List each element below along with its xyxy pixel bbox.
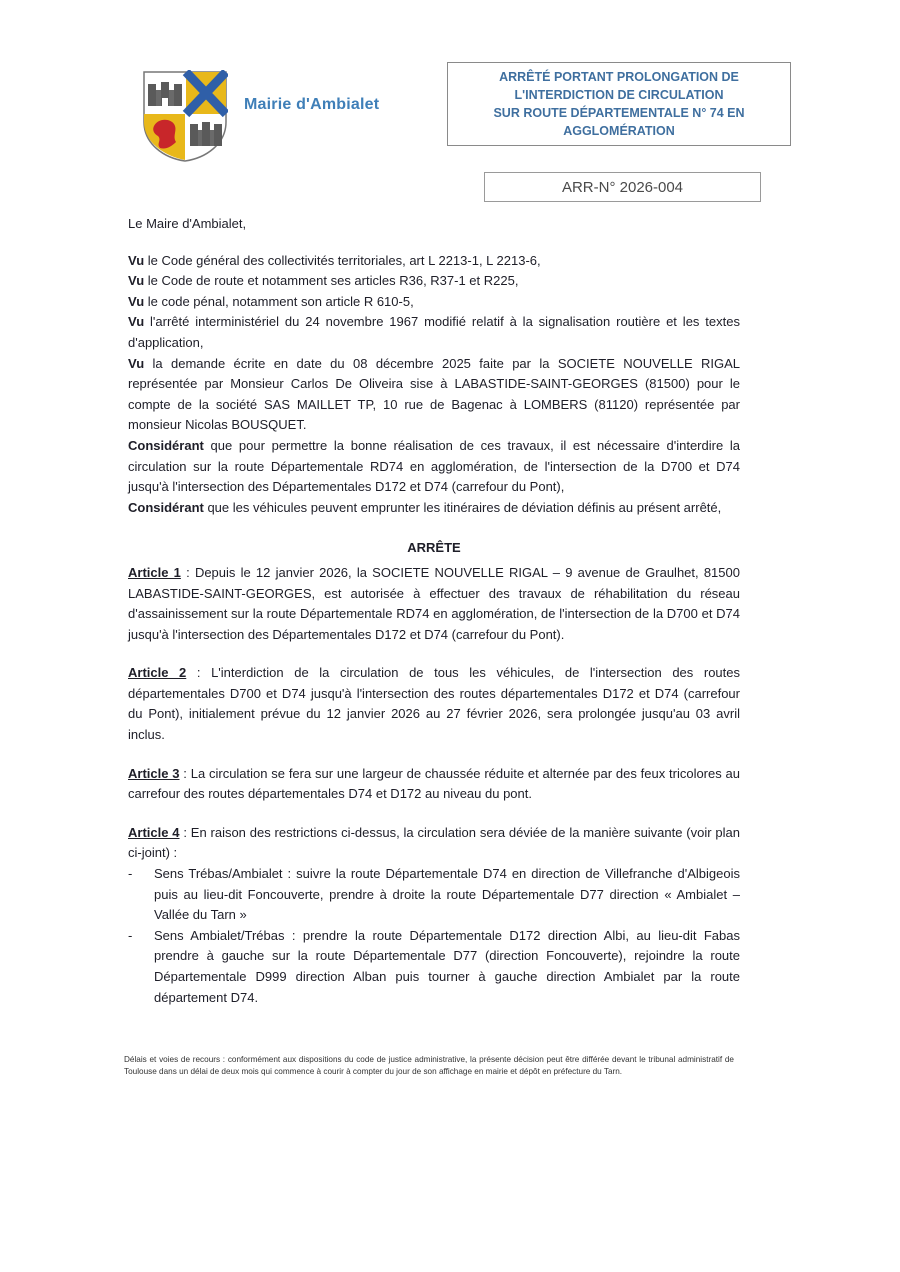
reference-number: ARR-N° 2026-004 (484, 172, 761, 202)
vu-keyword: Vu (128, 355, 145, 371)
article-sep: : (180, 564, 195, 580)
arrete-heading: ARRÊTE (407, 540, 461, 556)
title-line: L'INTERDICTION DE CIRCULATION (514, 88, 724, 102)
deviation-item (128, 926, 740, 1008)
vu-clause (128, 354, 740, 436)
vu-keyword: Vu (128, 273, 145, 289)
vu-clause (128, 251, 740, 272)
vu-clause (128, 292, 740, 313)
castle-icon (148, 82, 182, 106)
vu-keyword: Vu (128, 252, 145, 268)
mairie-name: Mairie d'Ambialet (244, 96, 380, 113)
vu-text: le Code de route et notamment ses articles R36, R37-1 et R225, (144, 273, 519, 289)
article-1 (128, 563, 740, 645)
title-line: ARRÊTÉ PORTANT PROLONGATION DE (499, 70, 739, 84)
list-dash: - (128, 927, 133, 943)
vu-text: le Code général des collectivités territoriales, art L 2213-1, L 2213-6, (144, 252, 541, 268)
vu-text: l'arrêté interministériel du 24 novembre 1967 modifié relatif à la signalisation routière et les textes d'application, (128, 314, 740, 350)
article-4 (128, 823, 740, 864)
article-label: Article 2 (128, 665, 187, 681)
coat-of-arms-logo (142, 70, 228, 162)
article-text: L'interdiction de la circulation de tous les véhicules, de l'intersection des routes départementales D700 et D74 jusqu'à l'intersection des routes départementales D172 et D74 (carrefour du Pont), initialement prévue du 12 janvier 2026 au 27 février 2026, sera prolongée jusqu'au 03 avril inclus. (128, 665, 740, 743)
article-3 (128, 764, 740, 805)
vu-clause (128, 271, 740, 292)
document-title-box (447, 62, 791, 146)
article-label: Article 4 (128, 824, 180, 840)
considerant-keyword: Considérant (128, 499, 204, 515)
vu-clause (128, 312, 740, 353)
vu-keyword: Vu (128, 314, 145, 330)
deviation-text: Sens Ambialet/Trébas : prendre la route Départementale D172 direction Albi, au lieu-dit Fabas prendre à gauche sur la route Départementale D77 (direction Foncouverte), rejoindre la route Départementale D999 direction Alban puis tourner à gauche direction Ambialet par la route département D74. (154, 927, 740, 1005)
article-text: Depuis le 12 janvier 2026, la SOCIETE NOUVELLE RIGAL – 9 avenue de Graulhet, 81500 LABASTIDE-SAINT-GEORGES, est autorisée à effectuer des travaux de réhabilitation du réseau d'assainissement sur la route Départementale RD74 en agglomération, de l'intersection de la D700 et D74 jusqu'à l'intersection des Départementales D172 et D74 (carrefour du Pont). (128, 564, 740, 642)
vu-text: le code pénal, notamment son article R 610-5, (144, 293, 414, 309)
recourse-footnote: Délais et voies de recours : conformément aux dispositions du code de justice administrative, la présente décision peut être différée devant le tribunal administratif de Toulouse dans un délai de deux mois qui commence à courir à compter du jour de son affichage en mairie et dépôt en préfecture du Tarn. (124, 1055, 734, 1077)
intro: Le Maire d'Ambialet, (128, 216, 247, 231)
article-sep: : (179, 824, 191, 840)
castle-icon-2 (190, 122, 222, 146)
vu-text: la demande écrite en date du 08 décembre 2025 faite par la SOCIETE NOUVELLE RIGAL représentée par Monsieur Carlos De Oliveira sise à LABASTIDE-SAINT-GEORGES (81500) pour le compte de la société SAS MAILLET TP, 10 rue de Bagenac à LOMBERS (81120) représentée par monsieur Nicolas BOUSQUET. (128, 355, 740, 433)
article-label: Article 1 (128, 564, 181, 580)
title-line: SUR ROUTE DÉPARTEMENTALE N° 74 EN (493, 106, 745, 120)
deviation-item (128, 864, 740, 926)
considerant-clause (128, 498, 740, 519)
considerant-text: que pour permettre la bonne réalisation de ces travaux, il est nécessaire d'interdire la circulation sur la route Départementale RD74 en agglomération, de l'intersection de la D700 et D74 jusqu'à l'intersection des Départementales D172 et D74 (carrefour du Pont), (128, 437, 740, 495)
article-text: La circulation se fera sur une largeur de chaussée réduite et alternée par des feux tricolores au carrefour des routes départementales D74 et D172 au niveau du pont. (128, 765, 740, 802)
considerant-keyword: Considérant (128, 437, 204, 453)
article-label: Article 3 (128, 765, 180, 781)
considerant-clause (128, 436, 740, 498)
article-text: En raison des restrictions ci-dessus, la circulation sera déviée de la manière suivante (voir plan ci-joint) : (128, 824, 740, 861)
article-sep: : (179, 765, 191, 781)
list-dash: - (128, 866, 133, 882)
vu-keyword: Vu (128, 293, 145, 309)
article-sep: : (186, 665, 212, 681)
deviation-text: Sens Trébas/Ambialet : suivre la route Départementale D74 en direction de Villefranche d'Albigeois puis au lieu-dit Foncouverte, prendre à droite la route Départementale D77 direction « Ambialet – Vallée du Tarn » (154, 866, 740, 923)
considerant-text: que les véhicules peuvent emprunter les itinéraires de déviation définis au présent arrêté, (203, 499, 722, 515)
document-body (128, 214, 740, 1008)
article-2 (128, 663, 740, 745)
title-line: AGGLOMÉRATION (563, 124, 675, 138)
